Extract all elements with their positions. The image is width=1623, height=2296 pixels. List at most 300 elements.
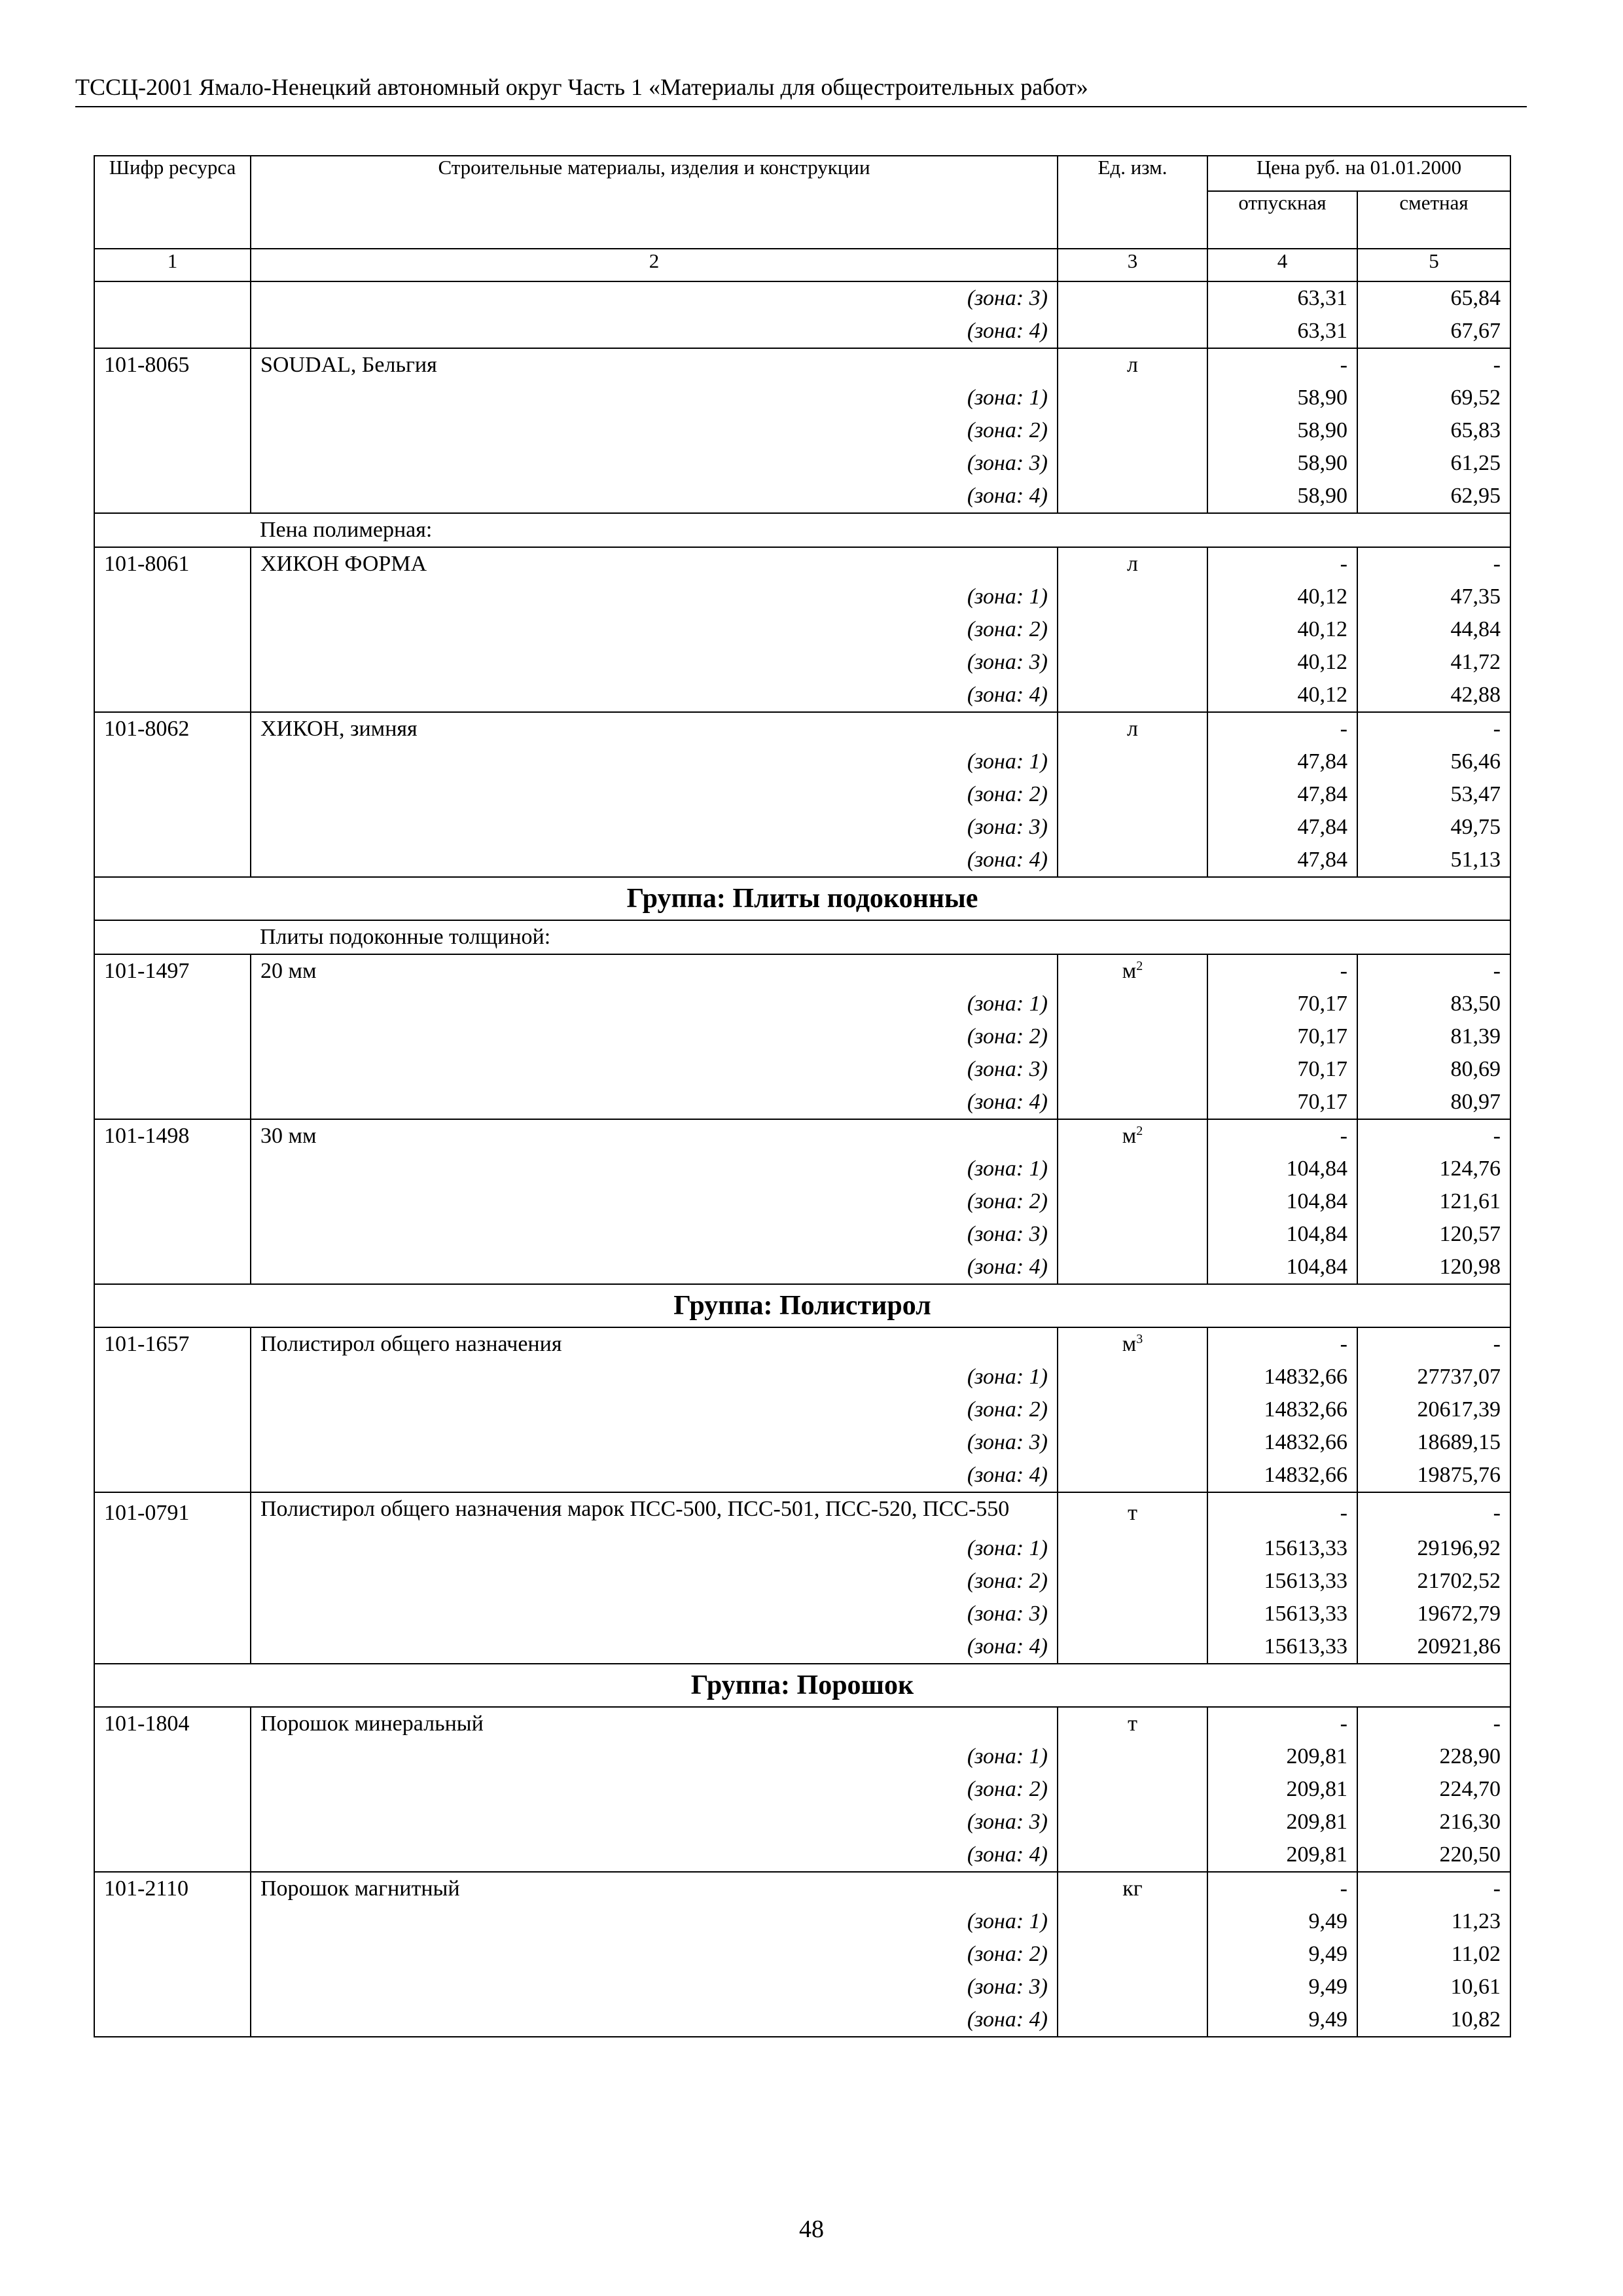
zone-label: (зона: 1) (251, 745, 1058, 778)
empty-cell (1058, 920, 1510, 954)
unit-cell (1058, 613, 1207, 646)
code-cell (94, 844, 251, 877)
header-price: Цена руб. на 01.01.2000 (1207, 156, 1510, 191)
resource-code: 101-8065 (94, 348, 251, 382)
release-price: - (1207, 1492, 1357, 1532)
release-price: 104,84 (1207, 1251, 1357, 1284)
zone-row (94, 1185, 1510, 1218)
unit-cell (1058, 1185, 1207, 1218)
code-cell (94, 1773, 251, 1806)
release-price: 47,84 (1207, 844, 1357, 877)
code-cell (94, 988, 251, 1020)
unit-cell (1058, 1598, 1207, 1630)
zone-row (94, 447, 1510, 480)
zone-label: (зона: 1) (251, 1905, 1058, 1938)
unit-exponent: 2 (1136, 1124, 1143, 1138)
zone-row (94, 1459, 1510, 1492)
empty-cell (1058, 513, 1510, 547)
material-row (94, 712, 1510, 745)
unit-cell (1058, 1218, 1207, 1251)
release-price: - (1207, 1327, 1357, 1361)
unit-cell (1058, 315, 1207, 348)
resource-code: 101-1657 (94, 1327, 251, 1361)
unit-cell (1058, 1361, 1207, 1393)
code-cell (94, 1839, 251, 1872)
zone-label: (зона: 2) (251, 1565, 1058, 1598)
unit-cell (1058, 1971, 1207, 2003)
code-cell (94, 613, 251, 646)
estimate-price: 11,23 (1357, 1905, 1510, 1938)
estimate-price: 67,67 (1357, 315, 1510, 348)
column-number: 5 (1357, 249, 1510, 281)
material-row (94, 954, 1510, 988)
estimate-price: 124,76 (1357, 1153, 1510, 1185)
resource-code: 101-2110 (94, 1872, 251, 1905)
estimate-price: 27737,07 (1357, 1361, 1510, 1393)
unit-cell (1058, 1492, 1207, 1532)
unit: т (1128, 1712, 1137, 1736)
estimate-price: 80,69 (1357, 1053, 1510, 1086)
resource-code: 101-1804 (94, 1707, 251, 1740)
zone-row (94, 414, 1510, 447)
material-name: SOUDAL, Бельгия (251, 348, 1058, 382)
zone-row (94, 2003, 1510, 2037)
release-price: - (1207, 712, 1357, 745)
material-name: 20 мм (251, 954, 1058, 988)
unit-cell (1058, 1773, 1207, 1806)
zone-row (94, 1361, 1510, 1393)
code-cell (94, 1565, 251, 1598)
unit-cell (1058, 844, 1207, 877)
zone-label: (зона: 2) (251, 414, 1058, 447)
code-cell (94, 646, 251, 679)
zone-label: (зона: 3) (251, 1426, 1058, 1459)
subheading-row (94, 920, 1510, 954)
code-cell (94, 1020, 251, 1053)
estimate-price: 47,35 (1357, 581, 1510, 613)
estimate-price: 49,75 (1357, 811, 1510, 844)
header-unit: Ед. изм. (1058, 156, 1207, 249)
page-number: 48 (799, 2215, 824, 2243)
unit-cell (1058, 1938, 1207, 1971)
unit-cell (1058, 646, 1207, 679)
code-cell (94, 1630, 251, 1664)
zone-row (94, 480, 1510, 513)
release-price: 63,31 (1207, 315, 1357, 348)
code-cell (94, 480, 251, 513)
release-price: 15613,33 (1207, 1630, 1357, 1664)
zone-row (94, 1086, 1510, 1119)
release-price: 209,81 (1207, 1806, 1357, 1839)
release-price: 209,81 (1207, 1740, 1357, 1773)
unit-cell (1058, 1153, 1207, 1185)
zone-row (94, 1839, 1510, 1872)
estimate-price: 51,13 (1357, 844, 1510, 877)
zone-row (94, 646, 1510, 679)
code-cell (94, 811, 251, 844)
unit-exponent: 3 (1136, 1332, 1143, 1346)
code-cell (94, 920, 251, 954)
code-cell (94, 1361, 251, 1393)
zone-row (94, 1773, 1510, 1806)
zone-label: (зона: 3) (251, 1806, 1058, 1839)
zone-row (94, 1630, 1510, 1664)
unit: м (1122, 1124, 1137, 1148)
zone-row (94, 382, 1510, 414)
material-row (94, 1119, 1510, 1153)
zone-row (94, 1971, 1510, 2003)
zone-label: (зона: 2) (251, 1773, 1058, 1806)
material-row (94, 1707, 1510, 1740)
zone-label: (зона: 4) (251, 679, 1058, 712)
zone-label: (зона: 1) (251, 1532, 1058, 1565)
unit-cell (1058, 1426, 1207, 1459)
unit-cell (1058, 1707, 1207, 1740)
code-cell (94, 1251, 251, 1284)
release-price: 9,49 (1207, 1938, 1357, 1971)
unit-cell (1058, 954, 1207, 988)
estimate-price: 65,83 (1357, 414, 1510, 447)
release-price: - (1207, 1872, 1357, 1905)
unit-cell (1058, 2003, 1207, 2037)
header-name: Строительные материалы, изделия и конструкции (251, 156, 1058, 249)
zone-label: (зона: 3) (251, 1053, 1058, 1086)
code-cell (94, 581, 251, 613)
page-header: ТССЦ-2001 Ямало-Ненецкий автономный округ Часть 1 «Материалы для общестроительных работ» (75, 72, 1527, 107)
zone-label: (зона: 4) (251, 480, 1058, 513)
resource-code: 101-8062 (94, 712, 251, 745)
code-cell (94, 281, 251, 315)
unit-cell (1058, 547, 1207, 581)
group-header-row (94, 877, 1510, 920)
estimate-price: 42,88 (1357, 679, 1510, 712)
zone-label: (зона: 3) (251, 1218, 1058, 1251)
release-price: 70,17 (1207, 1020, 1357, 1053)
unit-cell (1058, 1086, 1207, 1119)
estimate-price: 216,30 (1357, 1806, 1510, 1839)
release-price: 70,17 (1207, 1053, 1357, 1086)
code-cell (94, 513, 251, 547)
release-price: 70,17 (1207, 1086, 1357, 1119)
zone-row (94, 988, 1510, 1020)
unit-cell (1058, 1872, 1207, 1905)
zone-row (94, 1598, 1510, 1630)
estimate-price: 21702,52 (1357, 1565, 1510, 1598)
resource-code: 101-0791 (94, 1492, 251, 1532)
release-price: 47,84 (1207, 778, 1357, 811)
release-price: 58,90 (1207, 382, 1357, 414)
zone-row (94, 315, 1510, 348)
zone-row (94, 1218, 1510, 1251)
resource-code: 101-1498 (94, 1119, 251, 1153)
unit-cell (1058, 712, 1207, 745)
unit-cell (1058, 1053, 1207, 1086)
zone-label: (зона: 3) (251, 281, 1058, 315)
zone-label: (зона: 1) (251, 581, 1058, 613)
release-price: 14832,66 (1207, 1426, 1357, 1459)
zone-label: (зона: 4) (251, 1251, 1058, 1284)
release-price: 47,84 (1207, 811, 1357, 844)
estimate-price: 19875,76 (1357, 1459, 1510, 1492)
code-cell (94, 1053, 251, 1086)
zone-row (94, 581, 1510, 613)
release-price: 40,12 (1207, 581, 1357, 613)
group-title: Группа: Полистирол (94, 1284, 1510, 1327)
unit-cell (1058, 1327, 1207, 1361)
estimate-price: - (1357, 954, 1510, 988)
unit: м (1122, 1332, 1137, 1356)
code-cell (94, 1806, 251, 1839)
estimate-price: - (1357, 1707, 1510, 1740)
column-number: 1 (94, 249, 251, 281)
estimate-price: - (1357, 712, 1510, 745)
zone-label: (зона: 1) (251, 1740, 1058, 1773)
unit: л (1127, 353, 1138, 377)
zone-label: (зона: 1) (251, 1361, 1058, 1393)
unit-cell (1058, 1119, 1207, 1153)
unit-exponent: 2 (1136, 959, 1143, 973)
code-cell (94, 1598, 251, 1630)
estimate-price: 53,47 (1357, 778, 1510, 811)
code-cell (94, 778, 251, 811)
estimate-price: 62,95 (1357, 480, 1510, 513)
subheading-text: Пена полимерная: (251, 513, 1058, 547)
code-cell (94, 679, 251, 712)
zone-row (94, 1905, 1510, 1938)
code-cell (94, 1905, 251, 1938)
column-number: 3 (1058, 249, 1207, 281)
unit-cell (1058, 447, 1207, 480)
unit-cell (1058, 414, 1207, 447)
code-cell (94, 447, 251, 480)
zone-label: (зона: 2) (251, 1393, 1058, 1426)
release-price: 15613,33 (1207, 1532, 1357, 1565)
estimate-price: 121,61 (1357, 1185, 1510, 1218)
group-header-row (94, 1664, 1510, 1707)
unit-cell (1058, 778, 1207, 811)
zone-label: (зона: 4) (251, 1839, 1058, 1872)
release-price: 40,12 (1207, 646, 1357, 679)
zone-label: (зона: 4) (251, 844, 1058, 877)
unit: кг (1122, 1876, 1143, 1901)
estimate-price: 56,46 (1357, 745, 1510, 778)
code-cell (94, 315, 251, 348)
zone-label: (зона: 2) (251, 613, 1058, 646)
group-title: Группа: Плиты подоконные (94, 877, 1510, 920)
zone-label: (зона: 1) (251, 1153, 1058, 1185)
material-name: Полистирол общего назначения (251, 1327, 1058, 1361)
estimate-price: 10,82 (1357, 2003, 1510, 2037)
unit-cell (1058, 1459, 1207, 1492)
material-name: 30 мм (251, 1119, 1058, 1153)
resource-code: 101-8061 (94, 547, 251, 581)
unit-cell (1058, 1839, 1207, 1872)
zone-label: (зона: 4) (251, 315, 1058, 348)
zone-row (94, 778, 1510, 811)
release-price: 58,90 (1207, 480, 1357, 513)
zone-label: (зона: 3) (251, 1598, 1058, 1630)
code-cell (94, 745, 251, 778)
estimate-price: 10,61 (1357, 1971, 1510, 2003)
material-name: Порошок магнитный (251, 1872, 1058, 1905)
zone-row (94, 1251, 1510, 1284)
release-price: 104,84 (1207, 1218, 1357, 1251)
material-row (94, 1327, 1510, 1361)
release-price: 14832,66 (1207, 1393, 1357, 1426)
code-cell (94, 1393, 251, 1426)
release-price: - (1207, 1707, 1357, 1740)
zone-row (94, 745, 1510, 778)
release-price: 9,49 (1207, 1905, 1357, 1938)
material-name: ХИКОН ФОРМА (251, 547, 1058, 581)
code-cell (94, 1218, 251, 1251)
estimate-price: 220,50 (1357, 1839, 1510, 1872)
unit: т (1128, 1501, 1137, 1525)
zone-row (94, 1806, 1510, 1839)
estimate-price: 61,25 (1357, 447, 1510, 480)
zone-row (94, 1393, 1510, 1426)
release-price: 47,84 (1207, 745, 1357, 778)
release-price: 15613,33 (1207, 1565, 1357, 1598)
estimate-price: - (1357, 1119, 1510, 1153)
zone-row (94, 1532, 1510, 1565)
release-price: 104,84 (1207, 1153, 1357, 1185)
unit: м (1122, 959, 1137, 983)
estimate-price: - (1357, 1872, 1510, 1905)
release-price: - (1207, 547, 1357, 581)
zone-label: (зона: 4) (251, 1459, 1058, 1492)
estimate-price: - (1357, 1327, 1510, 1361)
unit-cell (1058, 745, 1207, 778)
price-table (94, 155, 1511, 2037)
unit-cell (1058, 1565, 1207, 1598)
release-price: 104,84 (1207, 1185, 1357, 1218)
zone-label: (зона: 2) (251, 1185, 1058, 1218)
release-price: 209,81 (1207, 1773, 1357, 1806)
code-cell (94, 1532, 251, 1565)
zone-row (94, 281, 1510, 315)
release-price: 14832,66 (1207, 1361, 1357, 1393)
unit-cell (1058, 1020, 1207, 1053)
group-header-row (94, 1284, 1510, 1327)
release-price: 58,90 (1207, 414, 1357, 447)
release-price: 209,81 (1207, 1839, 1357, 1872)
code-cell (94, 382, 251, 414)
estimate-price: - (1357, 1492, 1510, 1532)
release-price: 70,17 (1207, 988, 1357, 1020)
estimate-price: 69,52 (1357, 382, 1510, 414)
group-title: Группа: Порошок (94, 1664, 1510, 1707)
zone-label: (зона: 1) (251, 382, 1058, 414)
zone-row (94, 1020, 1510, 1053)
zone-row (94, 811, 1510, 844)
release-price: 14832,66 (1207, 1459, 1357, 1492)
header-code: Шифр ресурса (94, 156, 251, 249)
code-cell (94, 1153, 251, 1185)
material-row (94, 547, 1510, 581)
code-cell (94, 1426, 251, 1459)
zone-label: (зона: 3) (251, 447, 1058, 480)
zone-label: (зона: 2) (251, 778, 1058, 811)
code-cell (94, 414, 251, 447)
unit: л (1127, 552, 1138, 576)
estimate-price: 228,90 (1357, 1740, 1510, 1773)
resource-code: 101-1497 (94, 954, 251, 988)
estimate-price: 81,39 (1357, 1020, 1510, 1053)
zone-row (94, 679, 1510, 712)
code-cell (94, 1185, 251, 1218)
estimate-price: 80,97 (1357, 1086, 1510, 1119)
header-estimate-price: сметная (1357, 191, 1510, 249)
release-price: 9,49 (1207, 2003, 1357, 2037)
material-row (94, 348, 1510, 382)
unit-cell (1058, 988, 1207, 1020)
estimate-price: 120,98 (1357, 1251, 1510, 1284)
zone-label: (зона: 3) (251, 1971, 1058, 2003)
zone-label: (зона: 3) (251, 811, 1058, 844)
material-row (94, 1872, 1510, 1905)
estimate-price: 224,70 (1357, 1773, 1510, 1806)
unit: л (1127, 717, 1138, 741)
release-price: 58,90 (1207, 447, 1357, 480)
zone-row (94, 1153, 1510, 1185)
zone-row (94, 1938, 1510, 1971)
code-cell (94, 1938, 251, 1971)
subheading-row (94, 513, 1510, 547)
zone-row (94, 613, 1510, 646)
estimate-price: 20617,39 (1357, 1393, 1510, 1426)
zone-row (94, 1426, 1510, 1459)
release-price: 40,12 (1207, 613, 1357, 646)
subheading-text: Плиты подоконные толщиной: (251, 920, 1058, 954)
code-cell (94, 1740, 251, 1773)
release-price: 63,31 (1207, 281, 1357, 315)
zone-label: (зона: 4) (251, 1630, 1058, 1664)
code-cell (94, 2003, 251, 2037)
zone-row (94, 1053, 1510, 1086)
release-price: - (1207, 1119, 1357, 1153)
header-release-price: отпускная (1207, 191, 1357, 249)
zone-label: (зона: 2) (251, 1020, 1058, 1053)
estimate-price: 20921,86 (1357, 1630, 1510, 1664)
estimate-price: 41,72 (1357, 646, 1510, 679)
unit-cell (1058, 811, 1207, 844)
estimate-price: 19672,79 (1357, 1598, 1510, 1630)
unit-cell (1058, 581, 1207, 613)
release-price: 40,12 (1207, 679, 1357, 712)
unit-cell (1058, 1532, 1207, 1565)
column-number: 2 (251, 249, 1058, 281)
zone-label: (зона: 3) (251, 646, 1058, 679)
zone-label: (зона: 1) (251, 988, 1058, 1020)
material-row (94, 1492, 1510, 1532)
estimate-price: - (1357, 348, 1510, 382)
unit-cell (1058, 1630, 1207, 1664)
estimate-price: 44,84 (1357, 613, 1510, 646)
code-cell (94, 1086, 251, 1119)
unit-cell (1058, 1251, 1207, 1284)
estimate-price: - (1357, 547, 1510, 581)
unit-cell (1058, 1905, 1207, 1938)
code-cell (94, 1971, 251, 2003)
material-name: Полистирол общего назначения марок ПСС-500, ПСС-501, ПСС-520, ПСС-550 (251, 1492, 1058, 1532)
release-price: 15613,33 (1207, 1598, 1357, 1630)
zone-row (94, 844, 1510, 877)
release-price: 9,49 (1207, 1971, 1357, 2003)
unit-cell (1058, 348, 1207, 382)
code-cell (94, 1459, 251, 1492)
zone-row (94, 1740, 1510, 1773)
